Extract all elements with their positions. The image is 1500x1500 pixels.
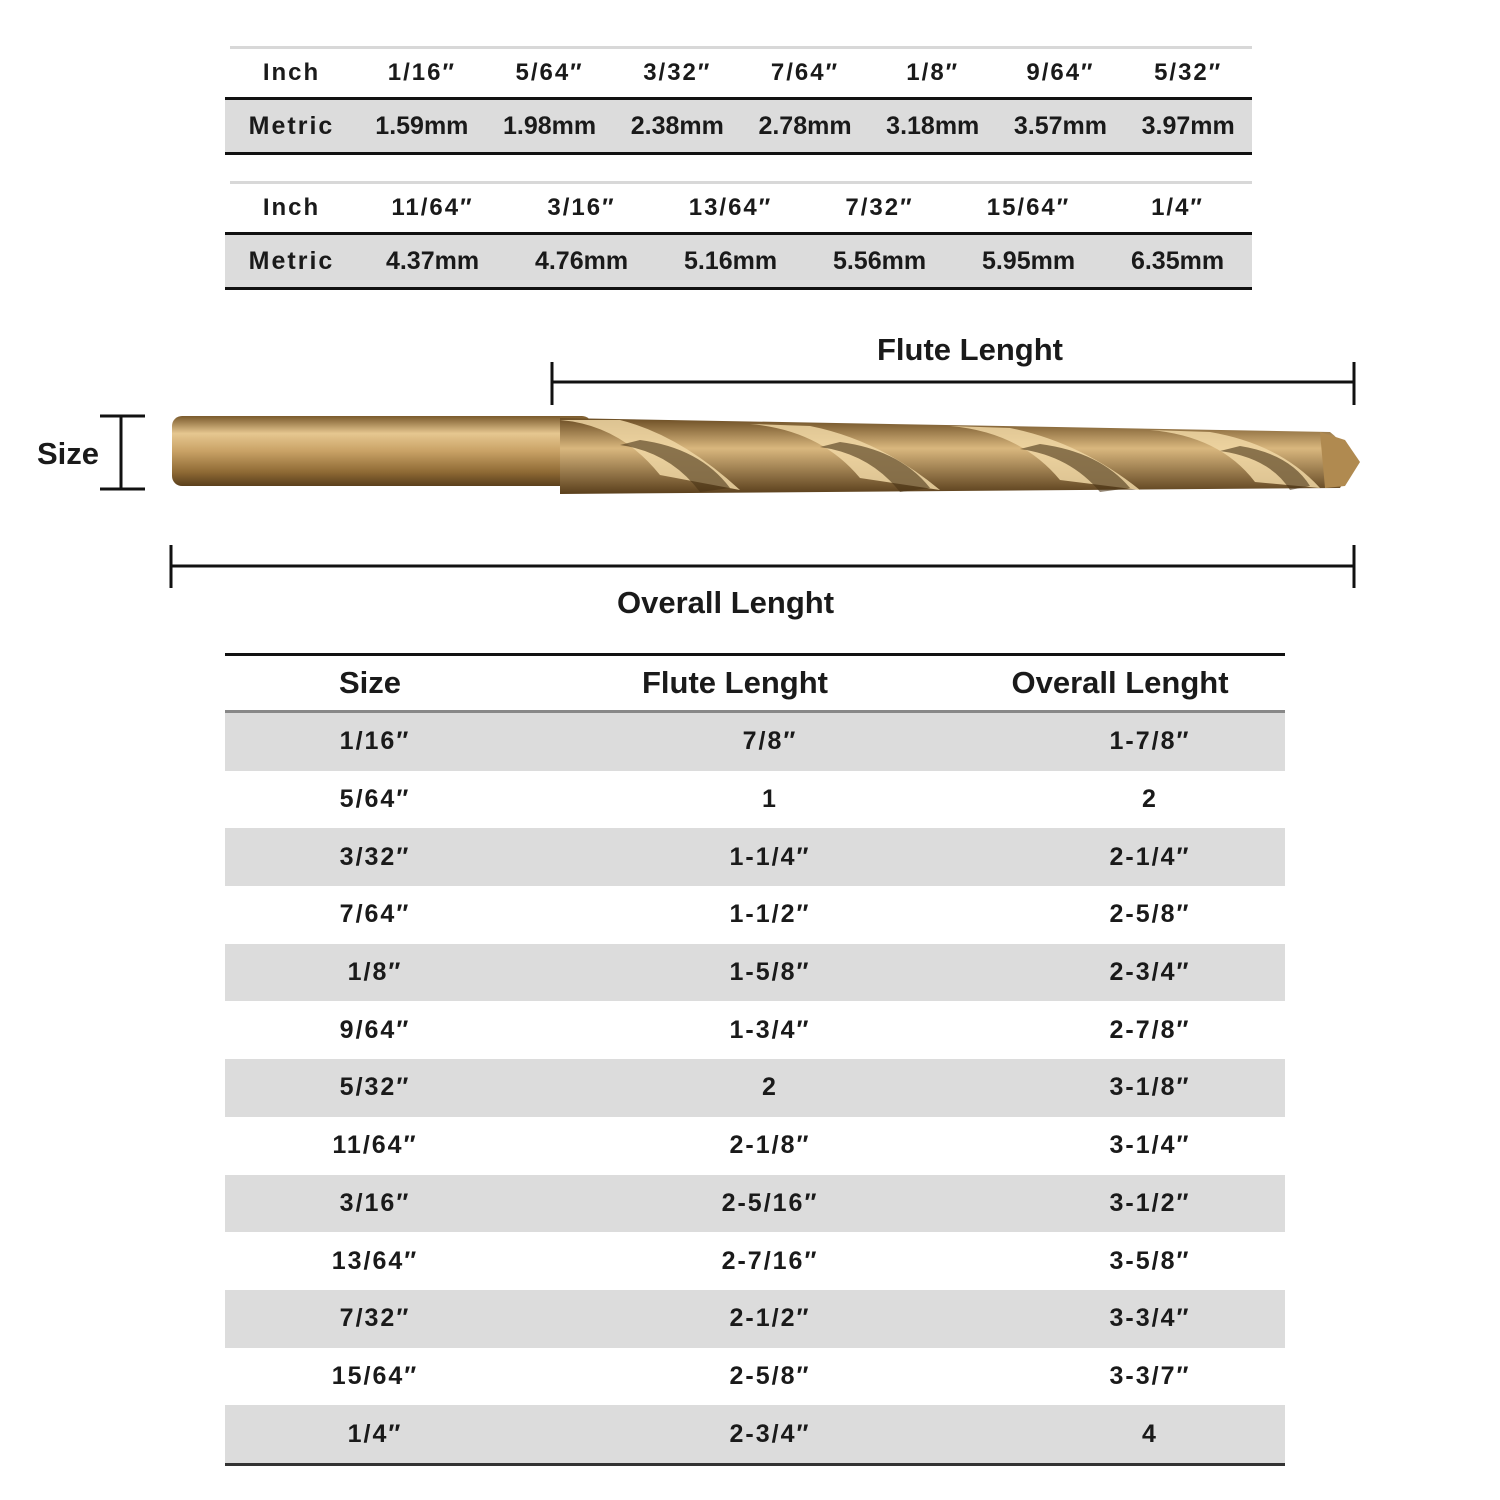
table-row xyxy=(225,1405,1285,1463)
metric-label: Metric xyxy=(248,111,335,140)
inch-value: 1/8″ xyxy=(906,59,960,86)
metric-value: 4.37mm xyxy=(385,246,480,275)
table-row xyxy=(225,713,1285,771)
overall-length-cell: 3-5/8″ xyxy=(1109,1246,1191,1275)
flute-length-cell: 1 xyxy=(762,785,778,814)
flute-length-cell: 2-1/8″ xyxy=(729,1131,811,1160)
flute-length-cell: 2-5/8″ xyxy=(729,1361,811,1390)
inch-value: 3/16″ xyxy=(547,194,616,221)
specs-header-row xyxy=(225,656,1285,713)
overall-length-cell: 3-3/4″ xyxy=(1109,1304,1191,1333)
inch-value: 7/32″ xyxy=(845,194,914,221)
overall-length-dimension xyxy=(171,545,1354,588)
table-row xyxy=(225,944,1285,1002)
flute-length-label: Flute Lenght xyxy=(877,332,1063,367)
metric-row xyxy=(225,232,1252,290)
inch-value: 13/64″ xyxy=(688,194,773,221)
flute-length-dimension xyxy=(552,362,1354,405)
conversion-table-1 xyxy=(225,46,1252,155)
overall-length-cell: 2-7/8″ xyxy=(1109,1015,1191,1044)
size-cell: 1/8″ xyxy=(347,958,403,987)
flute-length-cell: 2-7/16″ xyxy=(721,1246,819,1275)
inch-value: 11/64″ xyxy=(391,194,474,221)
table-row xyxy=(225,1348,1285,1406)
metric-value: 6.35mm xyxy=(1130,246,1225,275)
header-flute-length: Flute Lenght xyxy=(642,665,828,700)
metric-value: 3.18mm xyxy=(886,111,980,140)
flute-length-cell: 1-5/8″ xyxy=(729,958,811,987)
overall-length-cell: 2 xyxy=(1142,785,1158,814)
size-cell: 3/16″ xyxy=(339,1188,411,1217)
size-cell: 11/64″ xyxy=(332,1131,418,1160)
overall-length-cell: 3-1/2″ xyxy=(1109,1188,1191,1217)
overall-length-cell: 4 xyxy=(1142,1419,1158,1448)
metric-value: 4.76mm xyxy=(534,246,629,275)
overall-length-cell: 3-3/7″ xyxy=(1109,1361,1191,1390)
inch-label: Inch xyxy=(262,59,321,86)
size-cell: 9/64″ xyxy=(339,1015,411,1044)
overall-length-cell: 2-3/4″ xyxy=(1109,958,1191,987)
specs-body xyxy=(225,713,1285,1463)
size-cell: 1/16″ xyxy=(339,727,411,756)
inch-row xyxy=(225,184,1252,232)
table-row xyxy=(225,1001,1285,1059)
metric-value: 1.98mm xyxy=(503,111,597,140)
inch-value: 5/64″ xyxy=(515,59,584,86)
drill-flutes xyxy=(560,418,1360,494)
table-row xyxy=(225,1175,1285,1233)
size-cell: 5/64″ xyxy=(339,785,411,814)
table-row xyxy=(225,1232,1285,1290)
metric-label: Metric xyxy=(248,246,335,275)
header-overall-length: Overall Lenght xyxy=(1011,665,1229,700)
overall-length-cell: 2-5/8″ xyxy=(1109,900,1191,929)
overall-length-cell: 3-1/4″ xyxy=(1109,1131,1191,1160)
size-cell: 1/4″ xyxy=(347,1419,403,1448)
flute-length-cell: 1-1/4″ xyxy=(729,842,811,871)
header-size: Size xyxy=(338,665,402,700)
metric-value: 5.16mm xyxy=(683,246,778,275)
metric-value: 1.59mm xyxy=(375,111,469,140)
overall-length-cell: 1-7/8″ xyxy=(1109,727,1191,756)
size-cell: 7/64″ xyxy=(339,900,411,929)
inch-value: 1/4″ xyxy=(1151,194,1204,221)
flute-length-cell: 1-1/2″ xyxy=(729,900,811,929)
table-row xyxy=(225,886,1285,944)
size-dimension xyxy=(100,416,145,489)
table-row xyxy=(225,1290,1285,1348)
overall-length-cell: 2-1/4″ xyxy=(1109,842,1191,871)
table-row xyxy=(225,1059,1285,1117)
inch-value: 9/64″ xyxy=(1026,59,1095,86)
size-cell: 7/32″ xyxy=(339,1304,411,1333)
size-cell: 5/32″ xyxy=(339,1073,411,1102)
flute-length-cell: 2 xyxy=(762,1073,778,1102)
metric-value: 5.56mm xyxy=(832,246,927,275)
inch-row xyxy=(225,49,1252,97)
metric-row xyxy=(225,97,1252,155)
inch-label: Inch xyxy=(262,194,321,221)
inch-value: 3/32″ xyxy=(643,59,712,86)
size-label: Size xyxy=(37,436,100,471)
flute-length-cell: 1-3/4″ xyxy=(729,1015,811,1044)
inch-value: 1/16″ xyxy=(387,59,456,86)
table-row xyxy=(225,828,1285,886)
inch-value: 7/64″ xyxy=(770,59,840,86)
metric-value: 3.97mm xyxy=(1141,111,1235,140)
flute-length-cell: 7/8″ xyxy=(742,727,798,756)
flute-length-cell: 2-5/16″ xyxy=(721,1188,819,1217)
specs-table xyxy=(225,653,1285,1466)
flute-length-cell: 2-1/2″ xyxy=(729,1304,811,1333)
drill-bit-diagram xyxy=(0,330,1500,590)
inch-value: 5/32″ xyxy=(1154,59,1223,86)
overall-length-cell: 3-1/8″ xyxy=(1109,1073,1191,1102)
drill-shank xyxy=(172,416,592,486)
table-row xyxy=(225,1117,1285,1175)
overall-length-label: Overall Lenght xyxy=(617,585,835,620)
metric-value: 3.57mm xyxy=(1013,111,1108,140)
conversion-table-2 xyxy=(225,181,1252,290)
inch-value: 15/64″ xyxy=(986,194,1071,221)
table-row xyxy=(225,771,1285,829)
metric-value: 5.95mm xyxy=(981,246,1076,275)
size-cell: 3/32″ xyxy=(339,842,411,871)
flute-length-cell: 2-3/4″ xyxy=(729,1419,811,1448)
metric-value: 2.38mm xyxy=(630,111,724,140)
size-cell: 13/64″ xyxy=(331,1246,419,1275)
size-cell: 15/64″ xyxy=(331,1361,419,1390)
metric-value: 2.78mm xyxy=(758,111,852,140)
